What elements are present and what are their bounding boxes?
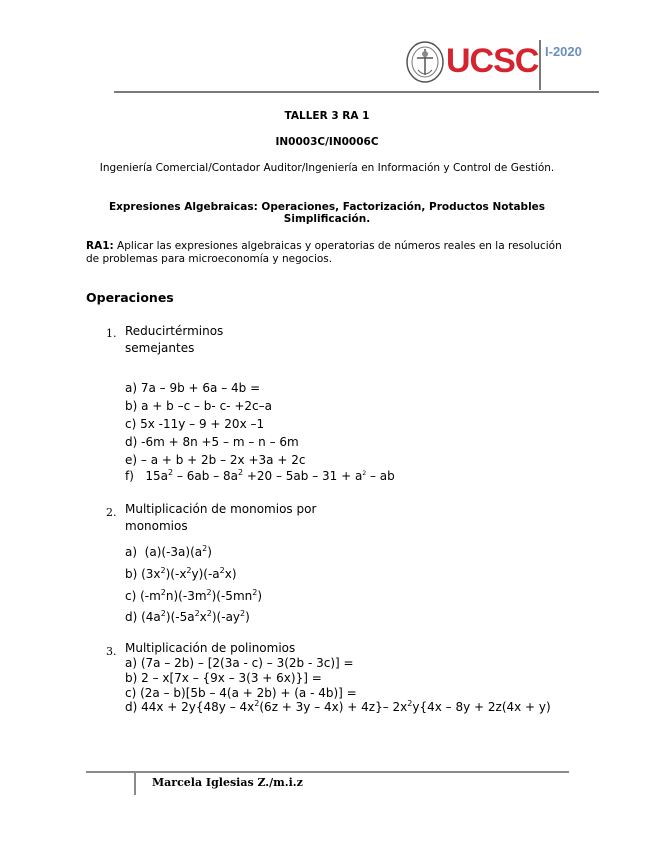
q2-item-c: c) $(-m^2n)(-3m^2)(-5mn^2)$ — [125, 588, 263, 603]
q1-title-line-1: Reducirtérminos — [125, 324, 224, 338]
q3-item-a: a) (7a – 2b) – [2(3a - c) – 3(2b - 3c)] = — [125, 656, 354, 670]
ra-text-2: de problemas para microeconomía y negocios. — [86, 253, 333, 265]
q2-title — [125, 501, 316, 535]
university-seal-icon — [405, 40, 445, 84]
topic-line-2: Simplificación. — [283, 213, 371, 225]
q1-number: 1. — [106, 327, 117, 340]
doc-title: TALLER 3 RA 1 — [284, 110, 370, 122]
ra-label: RA1: — [86, 240, 114, 252]
topic-line-1: Expresiones Algebraicas: Operaciones, Factorización, Productos Notables — [108, 201, 546, 213]
q1-title — [125, 323, 223, 357]
ra-text-1: Aplicar las expresiones algebraicas y operatorias de números reales en la resolución — [113, 240, 562, 252]
q2-title-line-1: Multiplicación de monomios por — [125, 502, 317, 516]
q1-item-c: c) 5x -11y – 9 + 20x –1 — [125, 417, 265, 431]
learning-outcome — [86, 240, 586, 266]
section-heading: Operaciones — [86, 290, 174, 305]
q2-number: 2. — [106, 506, 117, 519]
q2-item-d: d) $(4a^2)(-5a^2x^2)(-ay^2)$ — [125, 609, 250, 624]
q3-number: 3. — [106, 645, 117, 658]
header-rule — [114, 91, 599, 93]
q2-item-a: a) $(a)(-3a)(a^2)$ — [125, 544, 212, 559]
q2-item-b: b) $(3x^2)(-x^2y)(-a^2x)$ — [125, 566, 237, 581]
q1-item-d: d) -6m + 8n +5 – m – n – 6m — [125, 435, 299, 449]
q1-title-line-2: semejantes — [125, 341, 195, 355]
q2-title-line-2: monomios — [125, 519, 188, 533]
q1-item-e: e) – a + b + 2b – 2x +3a + 2c — [125, 453, 306, 467]
q1-item-b: b) a + b –c – b- c- +2c–a — [125, 399, 272, 413]
header-divider — [539, 40, 541, 90]
q1-item-a: a) 7a – 9b + 6a – 4b = — [125, 381, 261, 395]
q3-item-d: d) $44x + 2y\{48y - 4x^2(6z + 3y - 4x) + 4z\}-$ $2x^2y\{4x - 8y + 2z(4x + y)$ — [125, 699, 551, 714]
q3-title: Multiplicación de polinomios — [125, 641, 296, 655]
q3-item-c: c) (2a – b)[5b – 4(a + 2b) + (a - 4b)] = — [125, 686, 357, 700]
brand-logo: UCSC — [446, 42, 539, 80]
footer-divider — [134, 773, 136, 795]
q3-item-b: b) 2 – x[7x – {9x – 3(3 + 6x)}] = — [125, 671, 322, 685]
footer-rule — [86, 771, 569, 773]
footer-author: Marcela Iglesias Z./m.i.z — [152, 776, 303, 789]
term-label: I-2020 — [545, 44, 582, 59]
course-codes: IN0003C/IN0006C — [275, 136, 379, 148]
q1-item-f: f) $15a^2 - 6ab - 8a^2 +20 - 5ab - 31 + a^2$ – ab — [125, 468, 395, 483]
careers-line: Ingeniería Comercial/Contador Auditor/Ingeniería en Información y Control de Gestión. — [99, 162, 555, 174]
